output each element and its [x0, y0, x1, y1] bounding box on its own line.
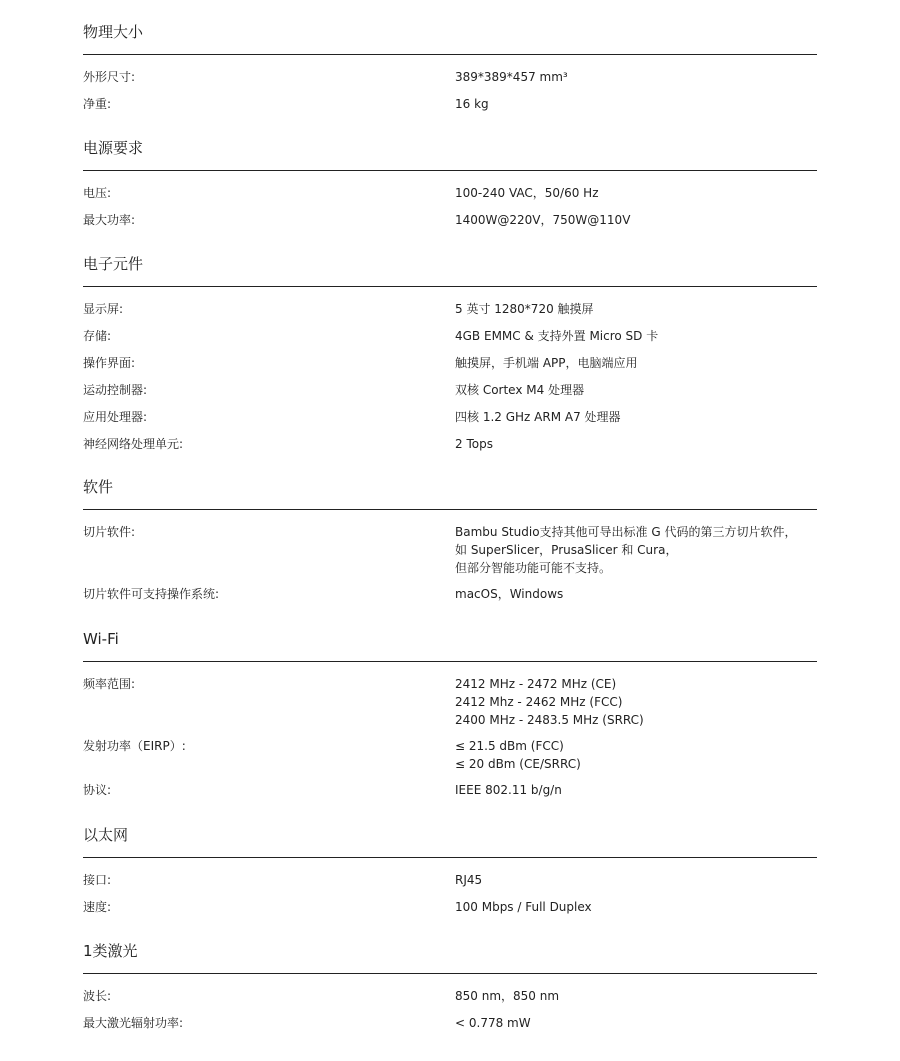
spec-value-line: 1400W@220V，750W@110V	[455, 213, 631, 227]
spec-value	[455, 68, 815, 86]
spec-value-line: macOS，Windows	[455, 587, 564, 601]
spec-label: 神经网络处理单元:	[83, 437, 184, 451]
spec-value-line: 四核 1.2 GHz ARM A7 处理器	[455, 410, 621, 424]
spec-label: 应用处理器:	[83, 410, 148, 424]
spec-value-line: IEEE 802.11 b/g/n	[455, 783, 562, 797]
spec-value-line: 2412 Mhz - 2462 MHz (FCC)	[455, 695, 623, 709]
spec-label: 协议:	[83, 783, 112, 797]
spec-label: 速度:	[83, 900, 112, 914]
spec-label: 显示屏:	[83, 302, 124, 316]
spec-label: 电压:	[83, 186, 112, 200]
section-title: 软件	[83, 478, 114, 496]
spec-value	[455, 95, 815, 113]
spec-label: 切片软件:	[83, 525, 136, 539]
section-divider	[83, 509, 817, 510]
spec-label: 频率范围:	[83, 677, 136, 691]
spec-value	[455, 354, 815, 372]
spec-value-line: Bambu Studio支持其他可导出标准 G 代码的第三方切片软件，	[455, 525, 797, 539]
spec-value	[455, 381, 815, 399]
spec-value	[455, 737, 815, 773]
spec-value	[455, 523, 815, 577]
spec-label: 波长:	[83, 989, 112, 1003]
spec-label: 外形尺寸:	[83, 70, 136, 84]
spec-value	[455, 987, 815, 1005]
spec-value-line: < 0.778 mW	[455, 1016, 531, 1030]
section-divider	[83, 170, 817, 171]
spec-label: 操作界面:	[83, 356, 136, 370]
section-title: 电源要求	[83, 139, 144, 157]
spec-value	[455, 871, 815, 889]
spec-value	[455, 435, 815, 453]
spec-value	[455, 408, 815, 426]
spec-label: 发射功率（EIRP）:	[83, 739, 186, 753]
spec-value-line: 4GB EMMC & 支持外置 Micro SD 卡	[455, 329, 659, 343]
spec-value	[455, 184, 815, 202]
spec-label: 接口:	[83, 873, 112, 887]
spec-label: 存储:	[83, 329, 112, 343]
spec-value-line: 389*389*457 mm³	[455, 70, 568, 84]
spec-label: 净重:	[83, 97, 112, 111]
section-divider	[83, 286, 817, 287]
section-divider	[83, 661, 817, 662]
spec-value	[455, 300, 815, 318]
spec-value-line: 850 nm，850 nm	[455, 989, 560, 1003]
spec-value	[455, 585, 815, 603]
spec-value	[455, 211, 815, 229]
spec-value	[455, 675, 815, 729]
section-title: 电子元件	[83, 255, 144, 273]
spec-label: 最大激光辐射功率:	[83, 1016, 184, 1030]
spec-label: 最大功率:	[83, 213, 136, 227]
spec-value-line: RJ45	[455, 873, 483, 887]
spec-value	[455, 1014, 815, 1032]
section-title: 以太网	[83, 826, 129, 844]
spec-value	[455, 327, 815, 345]
spec-value-line: 如 SuperSlicer，PrusaSlicer 和 Cura，	[455, 543, 678, 557]
spec-value-line: 100 Mbps / Full Duplex	[455, 900, 592, 914]
section-divider	[83, 857, 817, 858]
section-title: 物理大小	[83, 23, 144, 41]
spec-value-line: 2412 MHz - 2472 MHz (CE)	[455, 677, 617, 691]
spec-label: 运动控制器:	[83, 383, 148, 397]
spec-value-line: ≤ 20 dBm (CE/SRRC)	[455, 757, 581, 771]
spec-value-line: 2400 MHz - 2483.5 MHz (SRRC)	[455, 713, 644, 727]
spec-label: 切片软件可支持操作系统:	[83, 587, 220, 601]
section-title: Wi-Fi	[83, 630, 119, 648]
spec-value	[455, 898, 815, 916]
section-divider	[83, 54, 817, 55]
spec-value-line: 但部分智能功能可能不支持。	[455, 561, 612, 575]
spec-value-line: ≤ 21.5 dBm (FCC)	[455, 739, 564, 753]
section-title: 1类激光	[83, 942, 138, 960]
spec-value-line: 双核 Cortex M4 处理器	[455, 383, 585, 397]
spec-value-line: 100-240 VAC，50/60 Hz	[455, 186, 599, 200]
spec-value-line: 5 英寸 1280*720 触摸屏	[455, 302, 594, 316]
spec-value	[455, 781, 815, 799]
spec-value-line: 2 Tops	[455, 437, 493, 451]
spec-value-line: 触摸屏，手机端 APP，电脑端应用	[455, 356, 638, 370]
section-divider	[83, 973, 817, 974]
spec-value-line: 16 kg	[455, 97, 489, 111]
